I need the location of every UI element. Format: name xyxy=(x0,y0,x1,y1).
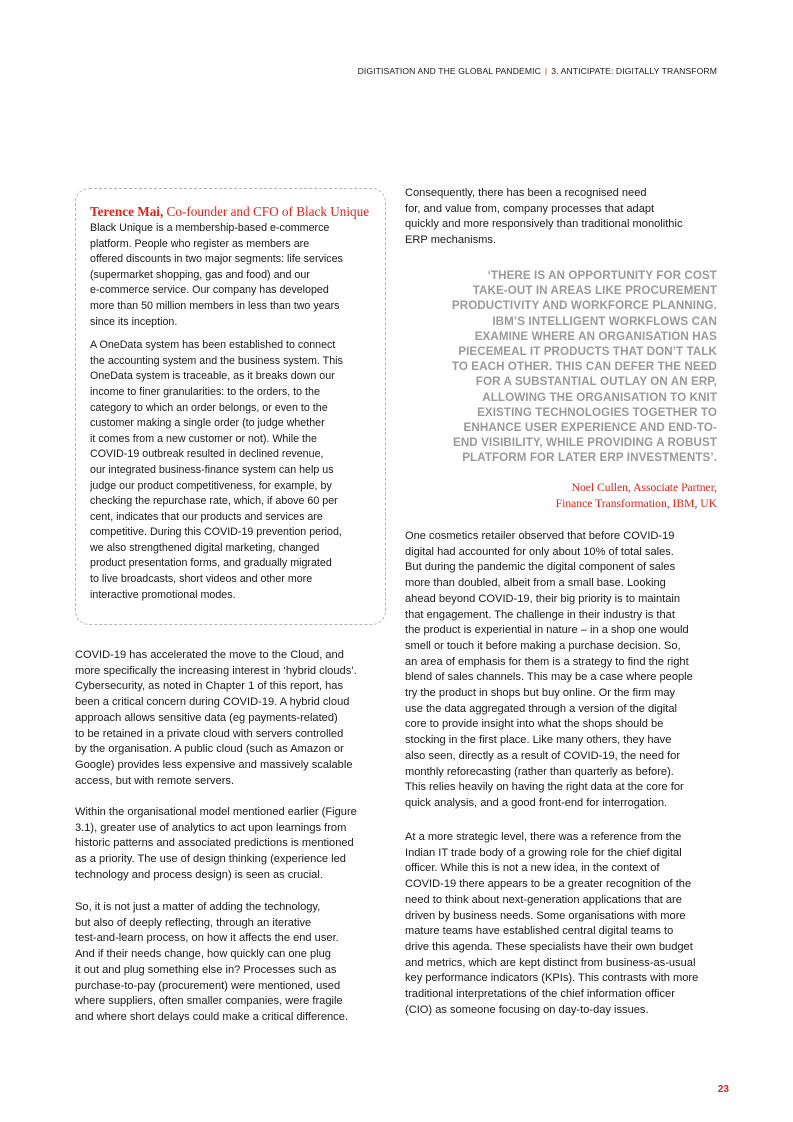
body-paragraph: Within the organisational model mentioned earlier (Figure 3.1), greater use of analytics to act upon learnings from historic patterns and associated predictions is mentioned as a priority. The use of design thinking (experience led technology and process design) is seen as crucial. xyxy=(75,806,357,881)
quote-attribution: Noel Cullen, Associate Partner, Finance Transformation, IBM, UK xyxy=(555,481,717,510)
page-number: 23 xyxy=(717,1084,729,1095)
body-paragraph: At a more strategic level, there was a reference from the Indian IT trade body of a growing role for the chief digital officer. While this is not a new idea, in the context of COVID-19 there appears to be a greater recognition of the need to think about next-generation applications that are driven by business needs. Some organisations with more mature teams have established central digital teams to drive this agenda. These specialists have their own budget and metrics, which are kept distinct from business-as-usual key performance indicators (KPIs). This contrasts with more traditional interpretations of the chief information officer (CIO) as someone focusing on day-to-day issues. xyxy=(405,831,699,1016)
body-paragraph: One cosmetics retailer observed that before COVID-19 digital had accounted for only about 10% of total sales. But during the pandemic the digital component of sales more than doubled, albeit from a small base. Looking ahead beyond COVID-19, their big priority is to maintain that engagement. The challenge in their industry is that the product is experiential in nature – in a shop one would smell or touch it before making a purchase decision. So, an area of emphasis for them is a strategy to find the right blend of sales channels. This may be a case where people try the product in shops but buy online. Or the firm may use the data aggregated through a version of the digital core to provide insight into what the shops should be stocking in the first place. Like many others, they have also seen, directly as a result of COVID-19, the need for monthly reforecasting (rather than quarterly as before). This relies heavily on having the right data at the core for quick analysis, and a good front-end for interrogation. xyxy=(405,530,693,809)
header-section: DIGITISATION AND THE GLOBAL PANDEMIC xyxy=(357,66,541,76)
body-paragraph: So, it is not just a matter of adding the technology, but also of deeply reflecting, through an iterative test-and-learn process, on how it affects the end user. And if their needs change, how quickly can one plug it out and plug something else in? Processes such as purchase-to-pay (procurement) were mentioned, used where suppliers, often smaller companies, were fragile and where short delays could make a critical difference. xyxy=(75,901,348,1023)
case-study-role: Co-founder and CFO of Black Unique xyxy=(166,204,370,219)
header-chapter: 3. ANTICIPATE: DIGITALLY TRANSFORM xyxy=(551,66,717,76)
case-study-name: Terence Mai, xyxy=(90,204,164,219)
case-study-box xyxy=(75,188,386,625)
header-separator: | xyxy=(544,66,548,76)
case-study-title xyxy=(90,203,371,220)
body-paragraph: Consequently, there has been a recognised need for, and value from, company processes that adapt quickly and more responsively than traditional monolithic ERP mechanisms. xyxy=(405,187,683,247)
pull-quote: ‘THERE IS AN OPPORTUNITY FOR COST TAKE-OUT IN AREAS LIKE PROCUREMENT PRODUCTIVITY AND WORKFORCE PLANNING. IBM’S INTELLIGENT WORKFLOWS CAN EXAMINE WHERE AN ORGANISATION HAS PIECEMEAL IT PRODUCTS THAT DON’T TALK TO EACH OTHER. THIS CAN DEFER THE NEED FOR A SUBSTANTIAL OUTLAY ON AN ERP, ALLOWING THE ORGANISATION TO KNIT EXISTING TECHNOLOGIES TOGETHER TO ENHANCE USER EXPERIENCE AND END-TO- END VISIBILITY, WHILE PROVIDING A ROBUST PLATFORM FOR LATER ERP INVESTMENTS’. xyxy=(451,269,717,465)
case-study-paragraph: A OneData system has been established to connect the accounting system and the business system. This OneData system is traceable, as it breaks down our income to finer granularities: to the orders, to the category to which an order belongs, or even to the customer making a single order (to judge whether it comes from a new customer or not). While the COVID-19 outbreak resulted in declined revenue, our integrated business-finance system can help us judge our product competitiveness, for example, by checking the repurchase rate, which, if above 60 per cent, indicates that our products and services are competitive. During this COVID-19 prevention period, we also strengthened digital marketing, changed product presentation forms, and gradually migrated to live broadcasts, short videos and other more interactive promotional modes. xyxy=(90,339,343,601)
running-header xyxy=(358,66,717,76)
case-study-paragraph: Black Unique is a membership-based e-commerce platform. People who register as members are offered discounts in two major segments: life services (supermarket shopping, gas and food) and our e-commerce service. Our company has developed more than 50 million members in less than two years since its inception. xyxy=(90,222,343,328)
body-paragraph: COVID-19 has accelerated the move to the Cloud, and more specifically the increasing interest in ‘hybrid clouds’. Cybersecurity, as noted in Chapter 1 of this report, has been a critical concern during COVID-19. A hybrid cloud approach allows sensitive data (eg payments-related) to be retained in a private cloud with servers controlled by the organisation. A public cloud (such as Amazon or Google) provides less expensive and massively scalable access, but with remote servers. xyxy=(75,649,357,787)
